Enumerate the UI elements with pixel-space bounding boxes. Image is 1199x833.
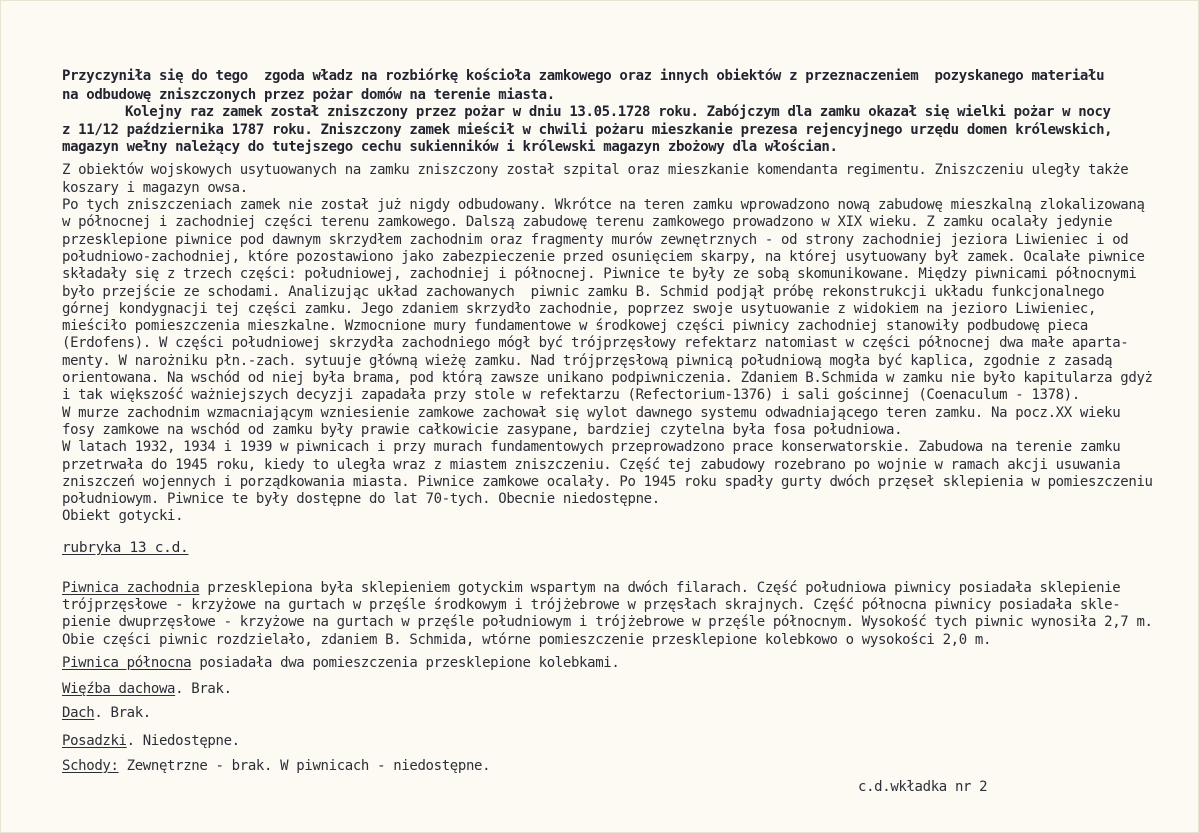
- section-north-cellar: [62, 655, 619, 671]
- text-line: W latach 1932, 1934 i 1939 w piwnicach i przy murach fundamentowych przeprowadzono prace konserwatorskie. Zabudowa na terenie zamku: [62, 439, 1121, 455]
- text-line: Obie części piwnic rozdzielało, zdaniem B. Schmida, wtórne pomieszczenie przesklepione kolebkowo o wysokości 2,0 m.: [62, 632, 992, 648]
- text-line: magazyn wełny należący do tutejszego cechu sukienników i królewski magazyn zbożowy dla włościan.: [62, 139, 838, 155]
- text-line: Z obiektów wojskowych usytuowanych na zamku zniszczony został szpital oraz mieszkanie komendanta regimentu. Zniszczeniu uległy także: [62, 162, 1129, 178]
- text-line: południowym. Piwnice te były dostępne do lat 70-tych. Obecnie niedostępne.: [62, 491, 660, 507]
- rubric-heading: rubryka 13 c.d.: [62, 540, 189, 556]
- text-line: Obiekt gotycki.: [62, 508, 184, 524]
- text-line: w północnej i zachodniej części terenu zamkowego. Dalszą zabudowę terenu zamkowego prowadzono w XIX wieku. Z zamku ocalały jedynie: [62, 214, 1113, 230]
- section-label: Więźba dachowa: [62, 681, 176, 697]
- section-text: posiadała dwa pomieszczenia przesklepione kolebkami.: [191, 655, 620, 671]
- text-line: składały się z trzech części: południowej, zachodniej i północnej. Piwnice te były ze sobą skomunikowane. Między piwnicami północnymi: [62, 266, 1137, 282]
- section-label: Dach: [62, 705, 95, 721]
- section-label: Posadzki: [62, 733, 127, 749]
- section-text: . Brak.: [94, 705, 151, 721]
- text-line: było przejście ze schodami. Analizując układ zachowanych piwnic zamku B. Schmid podjął próbę rekonstrukcji układu funkcjonalnego: [62, 284, 1105, 300]
- text-line: przetrwała do 1945 roku, kiedy to uległa wraz z miastem zniszczeniu. Część tej zabudowy rozebrano po wojnie w ramach akcji usuwania: [62, 457, 1121, 473]
- text-line: Po tych zniszczeniach zamek nie został już nigdy odbudowany. Wkrótce na teren zamku wprowadzono nową zabudowę mieszkalną zlokalizowaną: [62, 197, 1145, 213]
- text-line: [62, 580, 1120, 596]
- section-roof: [62, 705, 151, 721]
- text-line: (Erdofens). W części południowej skrzydła zachodniego mógł być trójprzęsłowy refektarz natomiast w części północnej dwa małe aparta-: [62, 335, 1129, 351]
- text-line: zniszczeń wojennych i porządkowania miasta. Piwnice zamkowe ocalały. Po 1945 roku spadły gurty dwóch przęseł sklepienia w pomieszczeniu: [62, 474, 1153, 490]
- section-stairs: [62, 758, 490, 774]
- section-label: Piwnica północna: [62, 655, 192, 671]
- text-line: górnej kondygnacji tej części zamku. Jego zdaniem skrzydło zachodnie, poprzez swoje usytuowanie z widokiem na jezioro Liwieniec,: [62, 301, 1097, 317]
- text-line: mieściło pomieszczenia mieszkalne. Wzmocnione mury fundamentowe w środkowej części piwnicy zachodniej stanowiły podbudowę pieca: [62, 318, 1088, 334]
- text-line: orientowana. Na wschód od niej była brama, pod którą zawsze unikano podpiwniczenia. Zdaniem B.Schmida w zamku nie było kapitularza gdyż: [62, 370, 1153, 386]
- text-line: pienie dwuprzęsłowe - krzyżowe na gurtach w przęśle południowym i trójżebrowe w przęśle północnym. Wysokość tych piwnic wynosiła 2,7 m.: [62, 614, 1153, 630]
- text-line: W murze zachodnim wzmacniającym wzniesienie zamkowe zachował się wylot dawnego systemu odwadniającego teren zamku. Na pocz.XX wieku: [62, 405, 1121, 421]
- text-line: trójprzęsłowe - krzyżowe na gurtach w przęśle środkowym i trójżebrowe w przęsłach skrajnych. Część północna piwnicy posiadała skle-: [62, 597, 1121, 613]
- text-line: fosy zamkowe na wschód od zamku były prawie całkowicie zasypane, bardziej czytelna była fosa południowa.: [62, 422, 903, 438]
- text-line: z 11/12 października 1787 roku. Zniszczony zamek mieścił w chwili pożaru mieszkanie prezesa rejencyjnego urzędu domen królewskich,: [62, 122, 1113, 138]
- text-line: koszary i magazyn owsa.: [62, 180, 248, 196]
- section-label: Piwnica zachodnia: [62, 580, 200, 596]
- section-text: przesklepiona była sklepieniem gotyckim wspartym na dwóch filarach. Część południowa piwnicy posiadała sklepienie: [199, 580, 1121, 596]
- text-line: południowo-zachodniej, które pozostawiono jako zabezpieczenie przed osunięciem skarpy, na której usytuowany był zamek. Ocalałe piwnice: [62, 249, 1145, 265]
- text-line: menty. W narożniku płn.-zach. sytuuje główną wieżę zamku. Nad trójprzęsłową piwnicą południową mogła być kaplica, zgodnie z zasadą: [62, 353, 1113, 369]
- text-line: przesklepione piwnice pod dawnym skrzydłem zachodnim oraz fragmenty murów zewnętrznych - od strony zachodniej jeziora Liwieniec i od: [62, 232, 1129, 248]
- section-text: Zewnętrzne - brak. W piwnicach - niedostępne.: [118, 758, 491, 774]
- section-text: . Niedostępne.: [126, 733, 240, 749]
- text-line: na odbudowę zniszczonych przez pożar domów na terenie miasta.: [62, 87, 555, 103]
- text-line: i tak większość ważniejszych decyzji zapadała przy stole w refektarzu (Refectorium-1376) i sali gościnnej (Coenaculum - 1378).: [62, 387, 1080, 403]
- section-floors: [62, 733, 240, 749]
- text-line: Przyczyniła się do tego zgoda władz na rozbiórkę kościoła zamkowego oraz innych obiektów z przeznaczeniem pozyskanego materiału: [62, 68, 1105, 84]
- text-line: Kolejny raz zamek został zniszczony przez pożar w dniu 13.05.1728 roku. Zabójczym dla zamku okazał się wielki pożar w nocy: [125, 104, 1111, 120]
- section-text: . Brak.: [175, 681, 232, 697]
- section-roof-truss: [62, 681, 232, 697]
- section-label: Schody:: [62, 758, 119, 774]
- continuation-note: c.d.wkładka nr 2: [858, 779, 988, 795]
